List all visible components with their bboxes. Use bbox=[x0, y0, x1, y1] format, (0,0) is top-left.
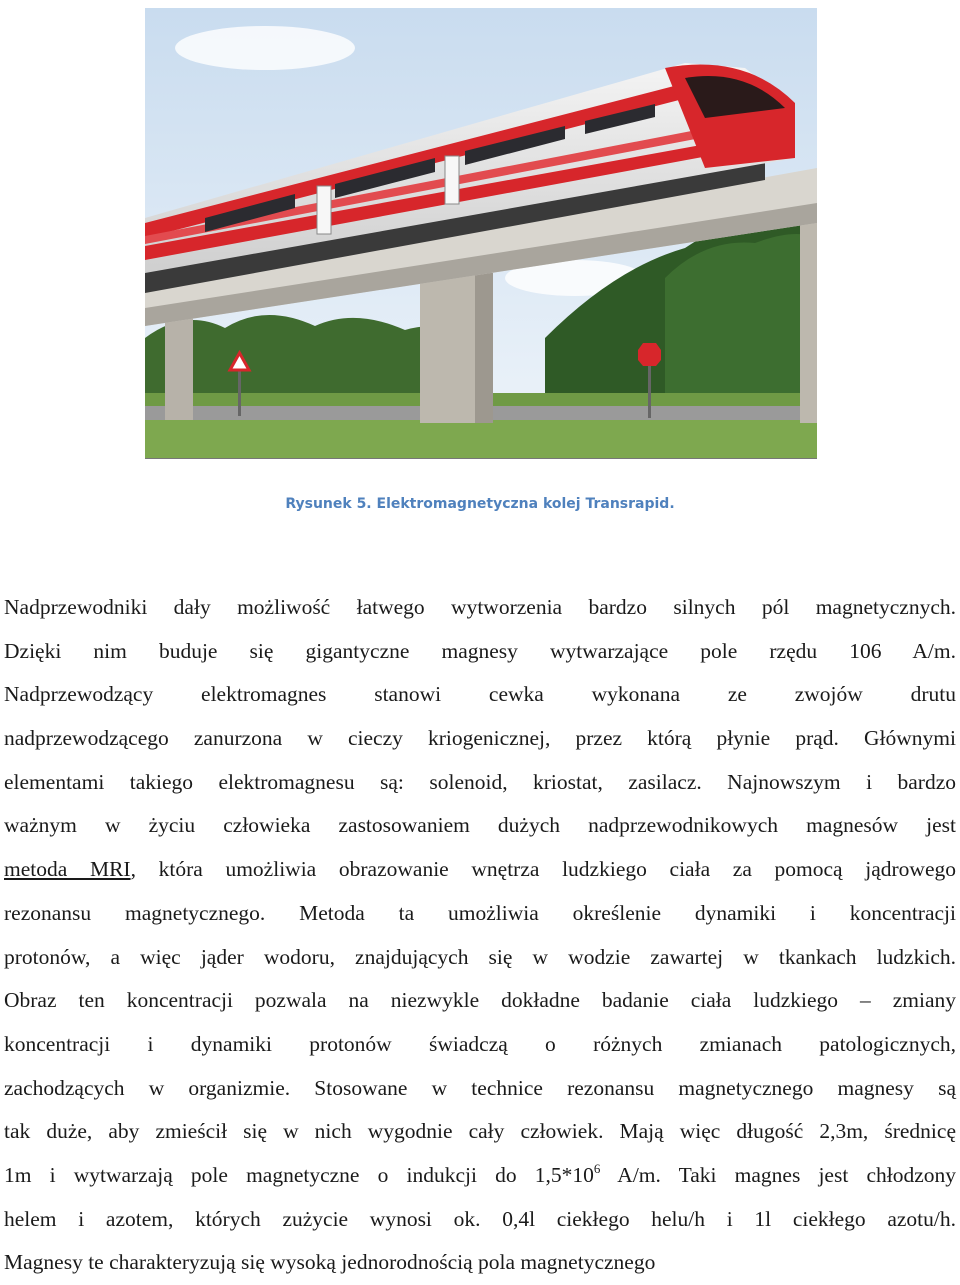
text-span: , która umożliwia obrazowanie wnętrza ludzkiego ciała za pomocą jądrowego bbox=[130, 857, 957, 882]
text-span: 1m i wytwarzają pole magnetyczne o indukcji do 1,5*10 bbox=[4, 1162, 594, 1187]
exponent: 6 bbox=[593, 1160, 601, 1176]
figure-caption: Rysunek 5. Elektromagnetyczna kolej Transrapid. bbox=[285, 496, 675, 512]
text-line: zachodzących w organizmie. Stosowane w technice rezonansu magnetycznego magnesy są bbox=[4, 1075, 956, 1100]
text-line: rezonansu magnetycznego. Metoda ta umożliwia określenie dynamiki i koncentracji bbox=[4, 900, 956, 925]
text-line bbox=[4, 848, 956, 892]
text-line: Obraz ten koncentracji pozwala na niezwykle dokładne badanie ciała ludzkiego – zmiany bbox=[4, 988, 956, 1013]
text-line: Nadprzewodzący elektromagnes stanowi cewka wykonana ze zwojów drutu bbox=[4, 682, 956, 707]
body-paragraph bbox=[4, 586, 956, 1285]
text-line: Nadprzewodniki dały możliwość łatwego wytworzenia bardzo silnych pól magnetycznych. bbox=[4, 595, 956, 619]
text-line: Magnesy te charakteryzują się wysoką jednorodnością pola magnetycznego bbox=[4, 1250, 656, 1275]
text-line: tak duże, aby zmieścił się w nich wygodnie cały człowiek. Mają więc długość 2,3m, średnicę bbox=[4, 1119, 956, 1144]
maglev-train-icon bbox=[145, 8, 817, 458]
text-line: helem i azotem, których zużycie wynosi ok. 0,4l ciekłego helu/h i 1l ciekłego azotu/h. bbox=[4, 1206, 956, 1231]
text-line: koncentracji i dynamiki protonów świadczą o różnych zmianach patologicznych, bbox=[4, 1031, 956, 1056]
transrapid-photo bbox=[145, 8, 817, 459]
text-line: Dzięki nim buduje się gigantyczne magnesy wytwarzające pole rzędu 106 A/m. bbox=[4, 638, 956, 663]
text-line: elementami takiego elektromagnesu są: solenoid, kriostat, zasilacz. Najnowszym i bardzo bbox=[4, 769, 956, 794]
text-line bbox=[4, 1154, 956, 1198]
text-line: ważnym w życiu człowieka zastosowaniem dużych nadprzewodnikowych magnesów jest bbox=[4, 813, 956, 838]
text-span: A/m. Taki magnes jest chłodzony bbox=[600, 1162, 957, 1187]
mri-link[interactable]: metoda MRI bbox=[4, 857, 131, 882]
text-line: nadprzewodzącego zanurzona w cieczy kriogenicznej, przez którą płynie prąd. Głównymi bbox=[4, 726, 956, 751]
text-line: protonów, a więc jąder wodoru, znajdujących się w wodzie zawartej w tkankach ludzkich. bbox=[4, 944, 956, 969]
